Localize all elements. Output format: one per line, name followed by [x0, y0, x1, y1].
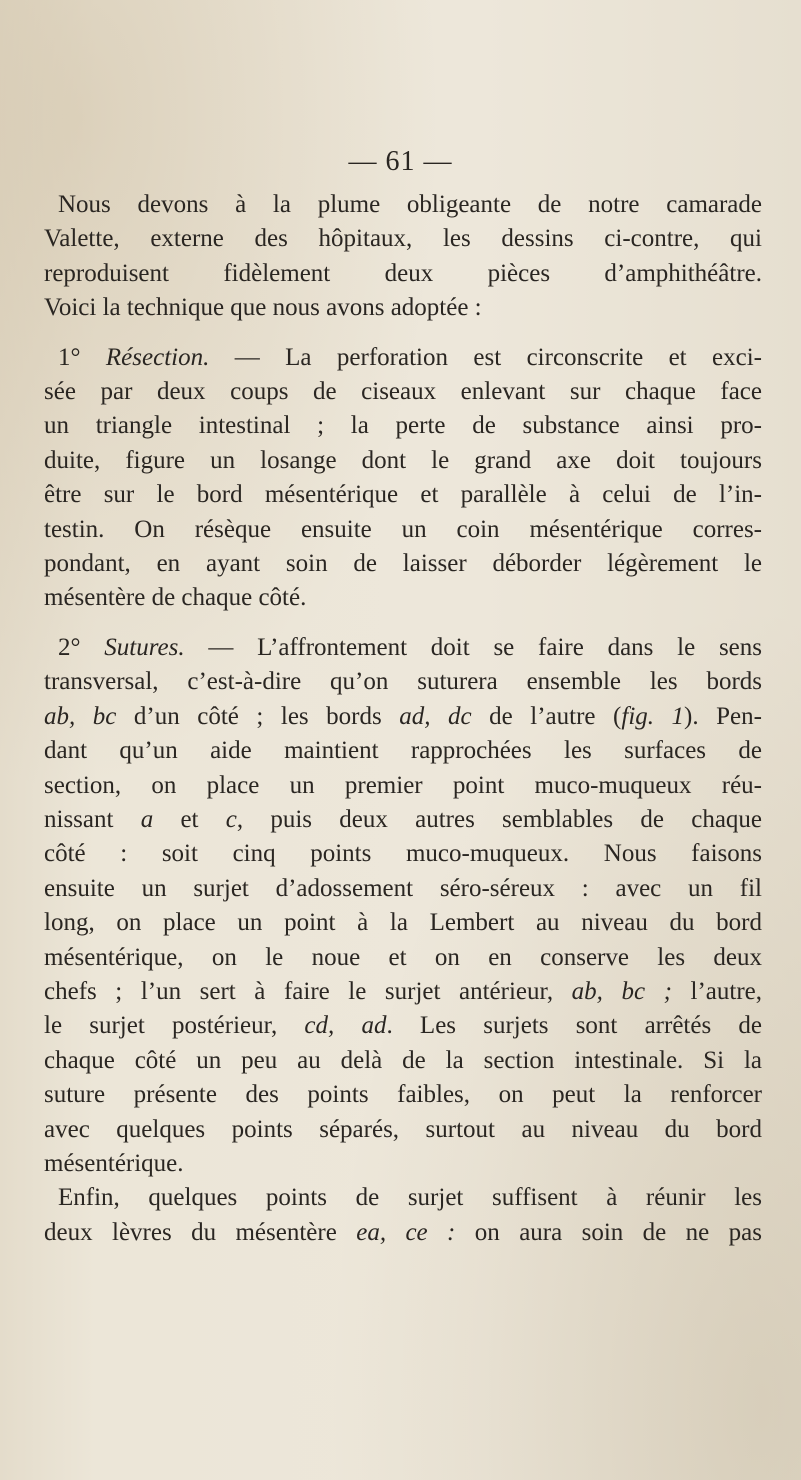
- text-fragment: . Les surjets sont arrêtés de: [386, 1012, 762, 1040]
- text-fragment: ea, ce :: [356, 1218, 456, 1246]
- text-line: reproduisent fidèlement deux pièces d’amphithéâtre.: [44, 259, 762, 287]
- paragraph-mesentere: [44, 1181, 762, 1250]
- section-number: 2°: [58, 633, 81, 661]
- text-line: [44, 803, 762, 837]
- text-line: long, on place un point à la Lembert au niveau du bord: [44, 909, 762, 937]
- text-fragment: c: [225, 805, 237, 833]
- text-line: duite, figure un losange dont le grand axe doit toujours: [44, 446, 762, 474]
- text-line: [44, 1216, 762, 1250]
- text-line: Valette, externe des hôpitaux, les dessins ci-contre, qui: [44, 225, 762, 253]
- text-fragment: on aura soin de ne pas: [455, 1218, 762, 1246]
- text-fragment: le surjet postérieur,: [44, 1012, 305, 1040]
- paragraph-sutures: [44, 631, 762, 1182]
- text-line: [44, 341, 762, 375]
- text-fragment: d’un côté ; les bords: [116, 702, 400, 730]
- text-fragment: a: [140, 805, 154, 833]
- text-fragment: nissant: [44, 805, 141, 833]
- text-line: [44, 631, 762, 665]
- text-line: Nous devons à la plume obligeante de notre camarade: [58, 191, 762, 218]
- text-line: un triangle intestinal ; la perte de substance ainsi pro-: [44, 412, 762, 440]
- text-fragment: ). Pen-: [684, 702, 762, 730]
- text-line: pondant, en ayant soin de laisser déborder légèrement le: [44, 550, 762, 578]
- text-fragment: deux lèvres du mésentère: [44, 1218, 357, 1246]
- text-fragment: ab, bc ;: [571, 977, 672, 1005]
- text-line: mésentère de chaque côté.: [44, 584, 307, 612]
- paragraph-resection: [44, 341, 762, 616]
- text-line: dant qu’un aide maintient rapprochées les surfaces de: [44, 737, 762, 765]
- text-fragment: , puis deux autres semblables de chaque: [236, 805, 763, 833]
- figure-reference: fig. 1: [621, 702, 685, 730]
- text-fragment: — L’affrontement doit se faire dans le sens: [184, 633, 762, 661]
- text-line: côté : soit cinq points muco-muqueux. Nous faisons: [44, 840, 762, 868]
- text-line: sée par deux coups de ciseaux enlevant sur chaque face: [44, 378, 762, 406]
- page-number: — 61 —: [348, 146, 453, 177]
- text-fragment: de l’autre (: [471, 702, 622, 730]
- text-line: [44, 700, 762, 734]
- text-fragment: l’autre,: [671, 977, 763, 1005]
- body-text: [44, 188, 762, 1250]
- text-line: mésentérique, on le noue et on en conserve les deux: [44, 943, 762, 971]
- text-line: section, on place un premier point muco-muqueux réu-: [44, 771, 762, 799]
- section-title: Résection.: [105, 343, 210, 371]
- text-line: [44, 975, 762, 1009]
- text-line: suture présente des points faibles, on peut la renforcer: [44, 1081, 762, 1109]
- text-line: avec quelques points séparés, surtout au niveau du bord: [44, 1115, 762, 1143]
- text-fragment: cd, ad: [304, 1012, 387, 1040]
- section-title: Sutures.: [104, 633, 185, 661]
- text-fragment: chefs ; l’un sert à faire le surjet antérieur,: [44, 977, 572, 1005]
- paragraph-intro: [44, 188, 762, 326]
- text-line: être sur le bord mésentérique et parallèle à celui de l’in-: [44, 481, 762, 509]
- text-fragment: ad, dc: [399, 702, 472, 730]
- text-fragment: ab, bc: [44, 702, 117, 730]
- text-line: Enfin, quelques points de surjet suffisent à réunir les: [58, 1184, 762, 1212]
- text-fragment: et: [153, 805, 226, 833]
- text-line: transversal, c’est-à-dire qu’on suturera ensemble les bords: [44, 668, 762, 696]
- text-line: ensuite un surjet d’adossement séro-séreux : avec un fil: [44, 874, 762, 902]
- text-line: Voici la technique que nous avons adoptée :: [44, 294, 482, 322]
- text-line: chaque côté un peu au delà de la section intestinale. Si la: [44, 1046, 762, 1074]
- text-fragment: — La perforation est circonscrite et exci-: [209, 343, 762, 371]
- text-line: testin. On résèque ensuite un coin mésentérique corres-: [44, 515, 762, 543]
- section-number: 1°: [58, 343, 81, 371]
- text-line: mésentérique.: [44, 1149, 184, 1177]
- text-line: [44, 1009, 762, 1043]
